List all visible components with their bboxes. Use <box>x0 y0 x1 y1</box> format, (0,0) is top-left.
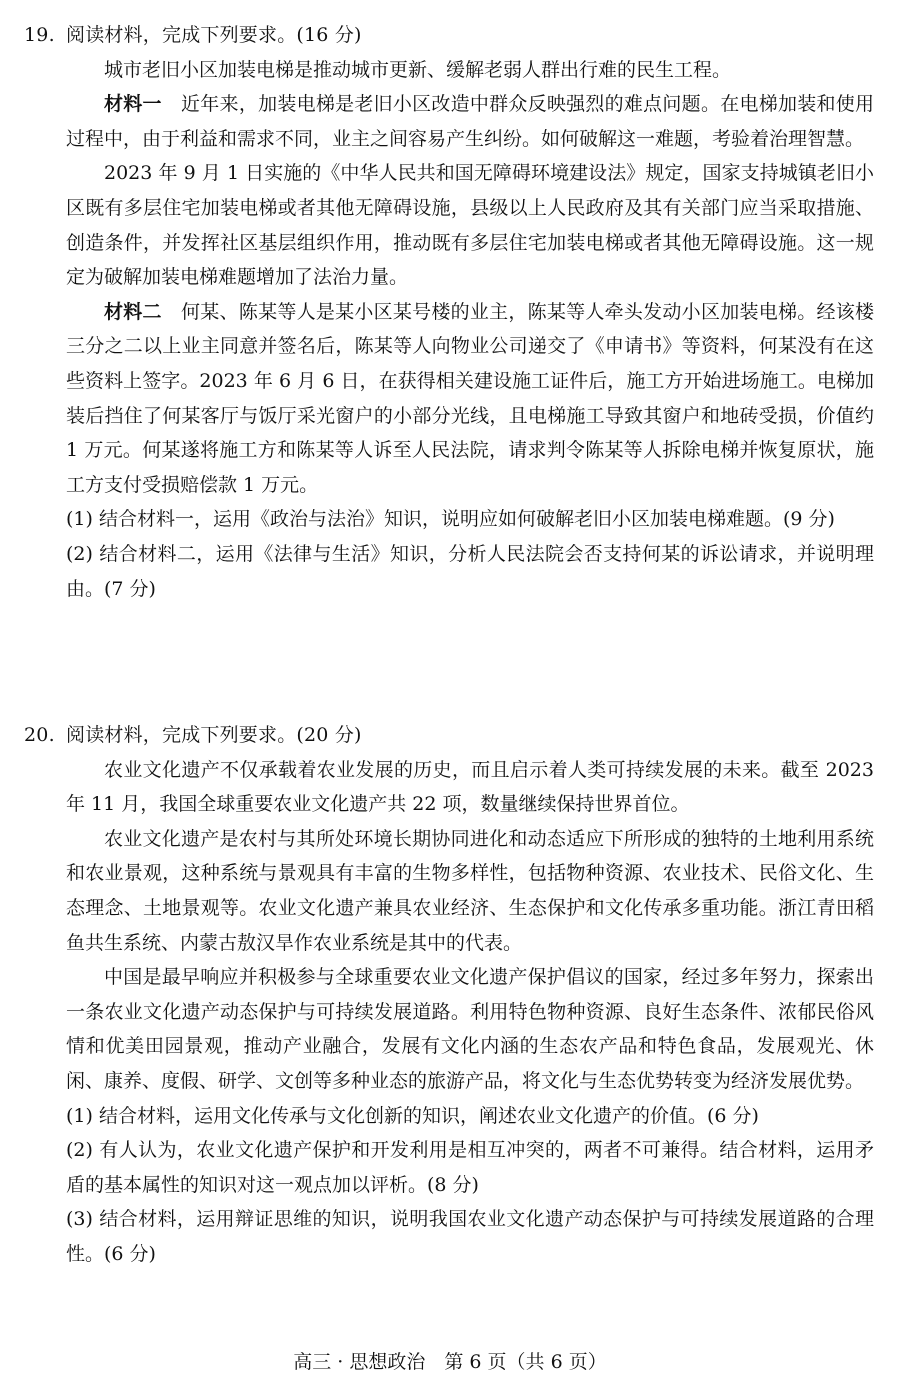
question-19-subquestions <box>24 502 874 606</box>
subquestion-1: (1) 结合材料一，运用《政治与法治》知识，说明应如何破解老旧小区加装电梯难题。(9 分) <box>66 508 835 531</box>
material-label: 材料一 <box>104 93 162 116</box>
question-number: 19. <box>24 24 55 46</box>
subquestion-3: (3) 结合材料，运用辩证思维的知识，说明我国农业文化遗产动态保护与可持续发展道路的合理性。(6 分) <box>66 1208 874 1265</box>
question-19 <box>24 18 874 606</box>
material-text: 何某、陈某等人是某小区某号楼的业主，陈某等人牵头发动小区加装电梯。经该楼三分之二以上业主同意并签名后，陈某等人向物业公司递交了《申请书》等资料，何某没有在这些资料上签字。2023 年 6 月 6 日，在获得相关建设施工证件后，施工方开始进场施工。电梯加装后挡住了何某客厅与饭厅采光窗户的小部分光线，且电梯施工导致其窗户和地砖受损，价值约 1 万元。何某遂将施工方和陈某等人诉至人民法院，请求判令陈某等人拆除电梯并恢复原状，施工方支付受损赔偿款 1 万元。 <box>66 300 874 496</box>
material-label: 材料二 <box>104 300 162 323</box>
question-instruction: 阅读材料，完成下列要求。(16 分) <box>66 24 362 46</box>
material-paragraph-3: 中国是最早响应并积极参与全球重要农业文化遗产保护倡议的国家，经过多年努力，探索出一条农业文化遗产动态保护与可持续发展道路。利用特色物种资源、良好生态条件、浓郁民俗风情和优美田园景观，推动产业融合，发展有文化内涵的生态农产品和特色食品，发展观光、休闲、康养、度假、研学、文创等多种业态的旅游产品，将文化与生态优势转变为经济发展优势。 <box>66 966 874 1092</box>
question-instruction: 阅读材料，完成下列要求。(20 分) <box>66 724 362 746</box>
page-footer: 高三 · 思想政治 第 6 页（共 6 页） <box>293 1351 607 1373</box>
question-20-header <box>24 718 874 753</box>
material-1-paragraph <box>66 87 874 156</box>
subquestion-2: (2) 结合材料二，运用《法律与生活》知识，分析人民法院会否支持何某的诉讼请求，并说明理由。(7 分) <box>66 542 874 600</box>
material-paragraph-2: 农业文化遗产是农村与其所处环境长期协同进化和动态适应下所形成的独特的土地利用系统和农业景观，这种系统与景观具有丰富的生物多样性，包括物种资源、农业技术、民俗文化、生态理念、土地景观等。农业文化遗产兼具农业经济、生态保护和文化传承多重功能。浙江青田稻鱼共生系统、内蒙古敖汉旱作农业系统是其中的代表。 <box>66 827 874 954</box>
question-20 <box>24 718 874 1272</box>
question-20-subquestions <box>24 1099 874 1272</box>
material-text: 近年来，加装电梯是老旧小区改造中群众反映强烈的难点问题。在电梯加装和使用过程中，由于利益和需求不同，业主之间容易产生纠纷。如何破解这一难题，考验着治理智慧。 <box>66 93 874 150</box>
material-paragraph-1: 农业文化遗产不仅承载着农业发展的历史，而且启示着人类可持续发展的未来。截至 2023 年 11 月，我国全球重要农业文化遗产共 22 项，数量继续保持世界首位。 <box>66 758 874 816</box>
question-20-material <box>24 753 874 1099</box>
question-19-header <box>24 18 874 53</box>
material-1-paragraph-2: 2023 年 9 月 1 日实施的《中华人民共和国无障碍环境建设法》规定，国家支持城镇老旧小区既有多层住宅加装电梯或者其他无障碍设施，县级以上人民政府及其有关部门应当采取措施、创造条件，并发挥社区基层组织作用，推动既有多层住宅加装电梯或者其他无障碍设施。这一规定为破解加装电梯难题增加了法治力量。 <box>66 162 874 289</box>
subquestion-1: (1) 结合材料，运用文化传承与文化创新的知识，阐述农业文化遗产的价值。(6 分) <box>66 1104 759 1127</box>
question-number: 20. <box>24 724 55 746</box>
subquestion-2: (2) 有人认为，农业文化遗产保护和开发利用是相互冲突的，两者不可兼得。结合材料，运用矛盾的基本属性的知识对这一观点加以评析。(8 分) <box>66 1139 874 1196</box>
question-19-material <box>24 53 874 503</box>
material-2-paragraph <box>66 295 874 503</box>
intro-paragraph: 城市老旧小区加装电梯是推动城市更新、缓解老弱人群出行难的民生工程。 <box>104 58 732 81</box>
